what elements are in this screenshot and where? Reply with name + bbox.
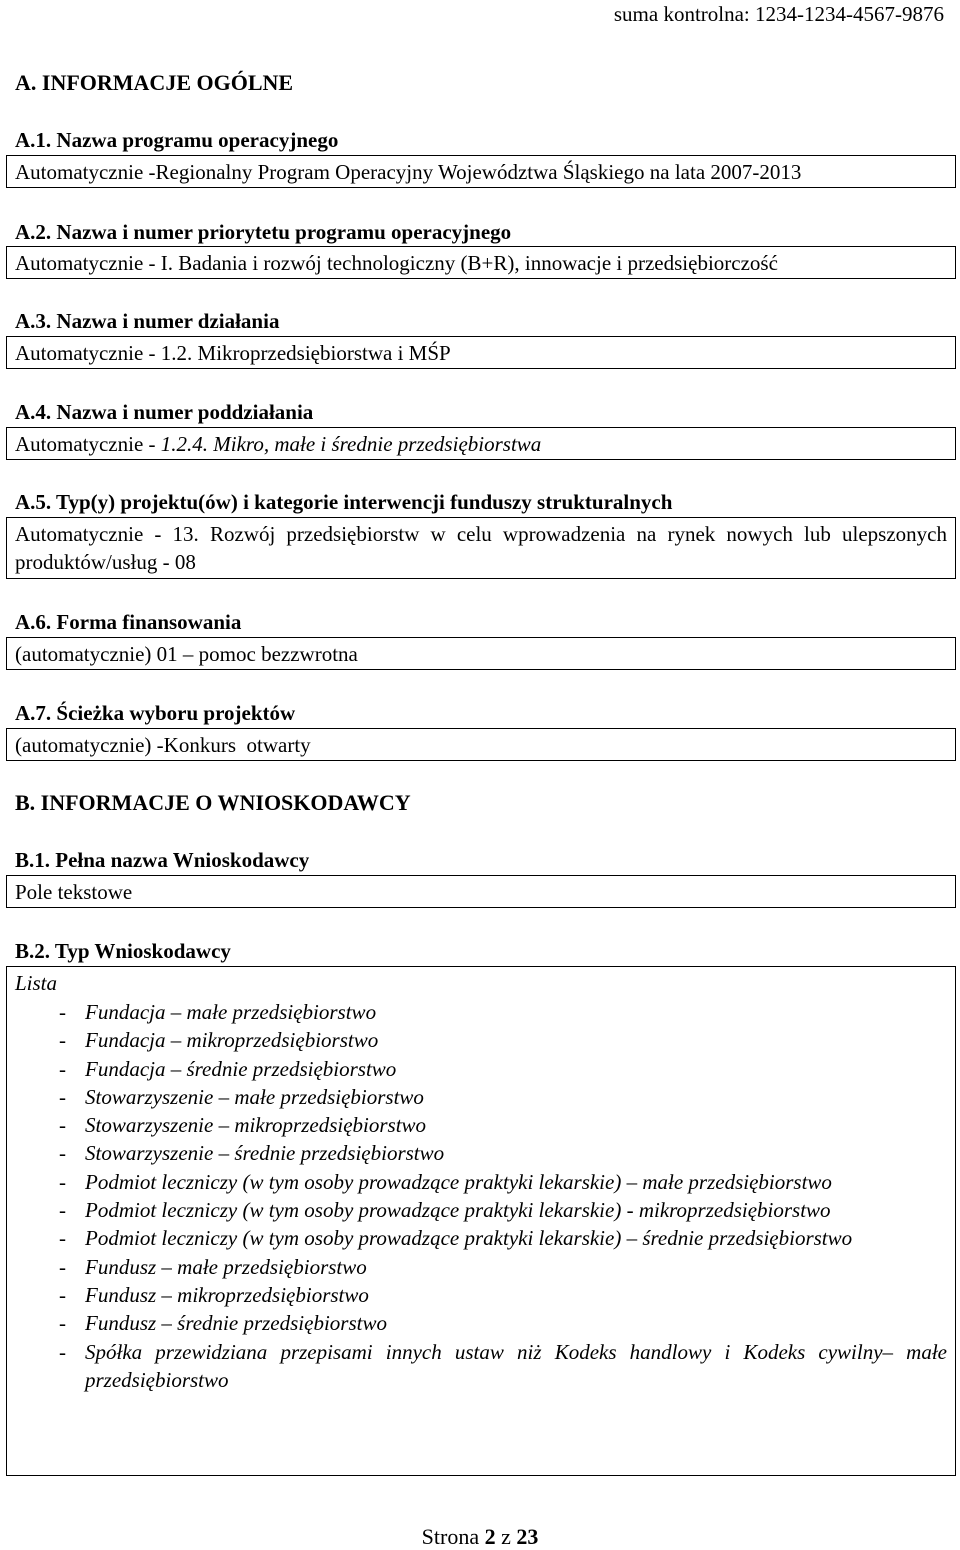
b2-field[interactable] <box>6 966 956 1476</box>
section-a-title: A. INFORMACJE OGÓLNE <box>15 70 294 95</box>
a3-value: Automatycznie - 1.2. Mikroprzedsiębiorstwa i MŚP <box>15 341 451 365</box>
a7-value: (automatycznie) -Konkurs otwarty <box>15 733 311 757</box>
a1-field[interactable] <box>6 155 956 188</box>
a2-value: Automatycznie - I. Badania i rozwój technologiczny (B+R), innowacje i przedsiębiorczość <box>15 251 778 275</box>
list-dash: - <box>59 1141 66 1166</box>
list-item-text: Stowarzyszenie – średnie przedsiębiorstwo <box>85 1141 445 1166</box>
b1-value: Pole tekstowe <box>15 880 133 904</box>
applicant-type-list <box>15 998 947 1394</box>
b1-label: B.1. Pełna nazwa Wnioskodawcy <box>15 848 310 872</box>
list-item[interactable] <box>15 1111 947 1139</box>
a6-field[interactable] <box>6 637 956 670</box>
list-item-text: Fundacja – małe przedsiębiorstwo <box>85 1000 377 1024</box>
a5-value: Automatycznie - 13. Rozwój przedsiębiorstw w celu wprowadzenia na rynek nowych lub ulepszonych produktów/usług - 08 <box>15 522 947 574</box>
a5-field[interactable] <box>6 517 956 579</box>
list-item[interactable] <box>15 1196 947 1224</box>
list-item-text: Fundusz – małe przedsiębiorstwo <box>85 1254 367 1279</box>
a3-field[interactable] <box>6 336 956 369</box>
a3-label: A.3. Nazwa i numer działania <box>15 309 280 333</box>
page-prefix: Strona <box>421 1524 485 1549</box>
a1-label: A.1. Nazwa programu operacyjnego <box>15 128 339 152</box>
list-dash: - <box>59 1198 66 1223</box>
list-dash: - <box>59 1084 66 1109</box>
list-item-text: Fundusz – średnie przedsiębiorstwo <box>85 1311 387 1336</box>
a7-field[interactable] <box>6 728 956 761</box>
b2-list-title: Lista <box>15 971 58 995</box>
list-dash: - <box>59 1056 66 1081</box>
a4-value-prefix: Automatycznie - <box>15 432 161 456</box>
a7-label: A.7. Ścieżka wyboru projektów <box>15 701 296 725</box>
list-item-text: Stowarzyszenie – mikroprzedsiębiorstwo <box>85 1113 427 1138</box>
list-dash: - <box>59 1226 66 1251</box>
list-dash: - <box>59 1254 66 1279</box>
list-dash: - <box>59 1311 66 1336</box>
list-item-text: Podmiot leczniczy (w tym osoby prowadzące praktyki lekarskie) – średnie przedsiębiorstwo <box>85 1226 853 1251</box>
checksum-text: suma kontrolna: 1234-1234-4567-9876 <box>613 2 944 26</box>
a4-label: A.4. Nazwa i numer poddziałania <box>15 400 314 424</box>
list-item[interactable] <box>15 1253 947 1281</box>
list-item[interactable] <box>15 998 947 1026</box>
page-middle: z <box>495 1524 517 1549</box>
list-dash: - <box>59 1113 66 1138</box>
list-item-text: Podmiot leczniczy (w tym osoby prowadzące praktyki lekarskie) - mikroprzedsiębiorstwo <box>85 1198 831 1223</box>
list-dash: - <box>59 1339 66 1364</box>
list-dash: - <box>59 1169 66 1194</box>
a4-value: 1.2.4. Mikro, małe i średnie przedsiębiorstwa <box>160 432 542 456</box>
list-item[interactable] <box>15 1224 947 1252</box>
list-item-text: Fundusz – mikroprzedsiębiorstwo <box>85 1282 369 1307</box>
list-item-text: Stowarzyszenie – małe przedsiębiorstwo <box>85 1084 424 1109</box>
a6-value: (automatycznie) 01 – pomoc bezzwrotna <box>15 642 358 666</box>
a1-value: Automatycznie -Regionalny Program Operacyjny Województwa Śląskiego na lata 2007-2013 <box>15 160 802 184</box>
page-footer <box>0 1524 960 1550</box>
list-item[interactable] <box>15 1338 947 1395</box>
list-item[interactable] <box>15 1281 947 1309</box>
b2-label: B.2. Typ Wnioskodawcy <box>15 939 231 963</box>
a4-field[interactable] <box>6 427 956 460</box>
list-item-text: Fundacja – średnie przedsiębiorstwo <box>85 1056 397 1081</box>
a2-field[interactable] <box>6 246 956 279</box>
list-item[interactable] <box>15 1026 947 1054</box>
list-item-text: Fundacja – mikroprzedsiębiorstwo <box>85 1028 379 1053</box>
list-dash: - <box>59 1028 66 1053</box>
list-item[interactable] <box>15 1309 947 1337</box>
list-item-text: Spółka przewidziana przepisami innych ustaw niż Kodeks handlowy i Kodeks cywilny– małe przedsiębiorstwo <box>85 1339 947 1392</box>
list-item[interactable] <box>15 1168 947 1196</box>
b1-field[interactable] <box>6 875 956 908</box>
list-item-text: Podmiot leczniczy (w tym osoby prowadzące praktyki lekarskie) – małe przedsiębiorstwo <box>85 1169 832 1194</box>
list-item[interactable] <box>15 1083 947 1111</box>
section-b-title: B. INFORMACJE O WNIOSKODAWCY <box>15 790 411 815</box>
list-item[interactable] <box>15 1139 947 1167</box>
list-item[interactable] <box>15 1055 947 1083</box>
a5-label: A.5. Typ(y) projektu(ów) i kategorie interwencji funduszy strukturalnych <box>15 490 673 514</box>
list-dash: - <box>59 1000 66 1024</box>
a6-label: A.6. Forma finansowania <box>15 610 242 634</box>
a2-label: A.2. Nazwa i numer priorytetu programu operacyjnego <box>15 220 512 244</box>
list-dash: - <box>59 1282 66 1307</box>
page-number: 2 <box>484 1524 496 1549</box>
page-total: 23 <box>516 1524 539 1549</box>
